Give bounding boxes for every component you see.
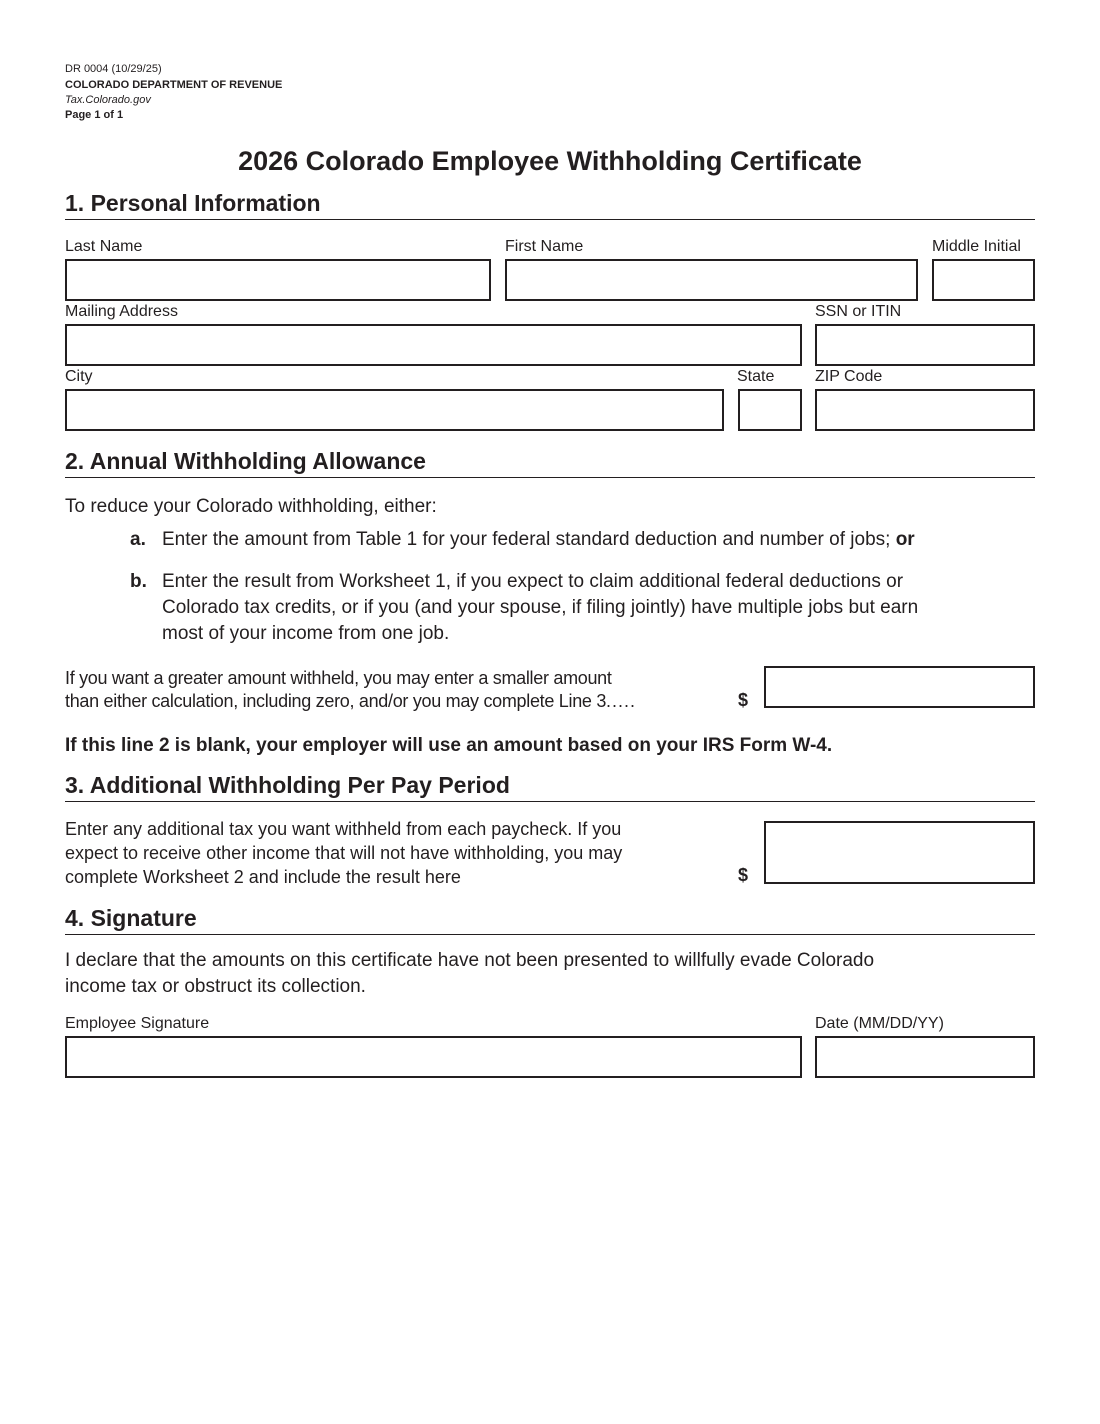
additional-withholding-field[interactable] [764,821,1035,884]
line3-dollar-sign: $ [738,865,749,885]
ssn-field[interactable] [815,324,1035,366]
page-title: 2026 Colorado Employee Withholding Certificate [238,146,862,176]
mailing-address-label: Mailing Address [65,303,178,320]
greater-amount-line2-wrap [65,690,636,712]
greater-amount-line1: If you want a greater amount withheld, you may enter a smaller amount [65,668,612,688]
date-label: Date (MM/DD/YY) [815,1015,944,1032]
item-a-marker: a. [130,529,146,550]
first-name-label: First Name [505,238,584,255]
state-field[interactable] [738,389,802,431]
item-b-line3: most of your income from one job. [162,623,450,644]
zip-label: ZIP Code [815,368,883,385]
declaration-line2: income tax or obstruct its collection. [65,976,366,997]
section3-line1: Enter any additional tax you want withheld from each paycheck. If you [65,819,622,839]
section1-rule [65,219,1035,220]
section4-rule [65,934,1035,935]
date-field[interactable] [815,1036,1035,1078]
section3-heading: 3. Additional Withholding Per Pay Period [65,772,510,798]
section1-heading: 1. Personal Information [65,190,321,216]
item-b-marker: b. [130,571,147,592]
section3-rule [65,801,1035,802]
declaration-line1: I declare that the amounts on this certificate have not been presented to willfully evade Colorado [65,950,875,971]
section3-line2: expect to receive other income that will not have withholding, you may [65,843,623,863]
line2-dollar-sign: $ [738,690,749,710]
middle-initial-label: Middle Initial [932,238,1021,255]
item-b-line1: Enter the result from Worksheet 1, if you expect to claim additional federal deductions or [162,571,904,592]
item-a-or: or [895,529,915,550]
signature-label: Employee Signature [65,1015,210,1032]
last-name-field[interactable] [65,259,491,301]
leader-dots: ..... [606,691,637,711]
ssn-label: SSN or ITIN [815,303,902,320]
last-name-label: Last Name [65,238,143,255]
section2-heading: 2. Annual Withholding Allowance [65,448,426,474]
website-link[interactable]: Tax.Colorado.gov [65,94,151,106]
section2-intro: To reduce your Colorado withholding, either: [65,496,437,517]
city-field[interactable] [65,389,724,431]
mailing-address-field[interactable] [65,324,802,366]
withholding-allowance-field[interactable] [764,666,1035,708]
item-a-text: Enter the amount from Table 1 for your federal standard deduction and number of jobs; [162,529,891,550]
signature-field[interactable] [65,1036,802,1078]
first-name-field[interactable] [505,259,918,301]
item-a-text-line [162,528,915,552]
line2-blank-note: If this line 2 is blank, your employer will use an amount based on your IRS Form W-4. [65,735,833,756]
page-number: Page 1 of 1 [65,109,124,121]
department-name: COLORADO DEPARTMENT OF REVENUE [65,79,283,91]
state-label: State [737,368,775,385]
greater-amount-line2: than either calculation, including zero, and/or you may complete Line 3 [65,691,607,711]
section2-rule [65,477,1035,478]
item-b-line2: Colorado tax credits, or if you (and your spouse, if filing jointly) have multiple jobs but earn [162,597,919,618]
form-id: DR 0004 (10/29/25) [65,63,162,75]
zip-field[interactable] [815,389,1035,431]
middle-initial-field[interactable] [932,259,1035,301]
section3-line3: complete Worksheet 2 and include the result here [65,867,461,887]
section4-heading: 4. Signature [65,905,197,931]
city-label: City [65,368,93,385]
